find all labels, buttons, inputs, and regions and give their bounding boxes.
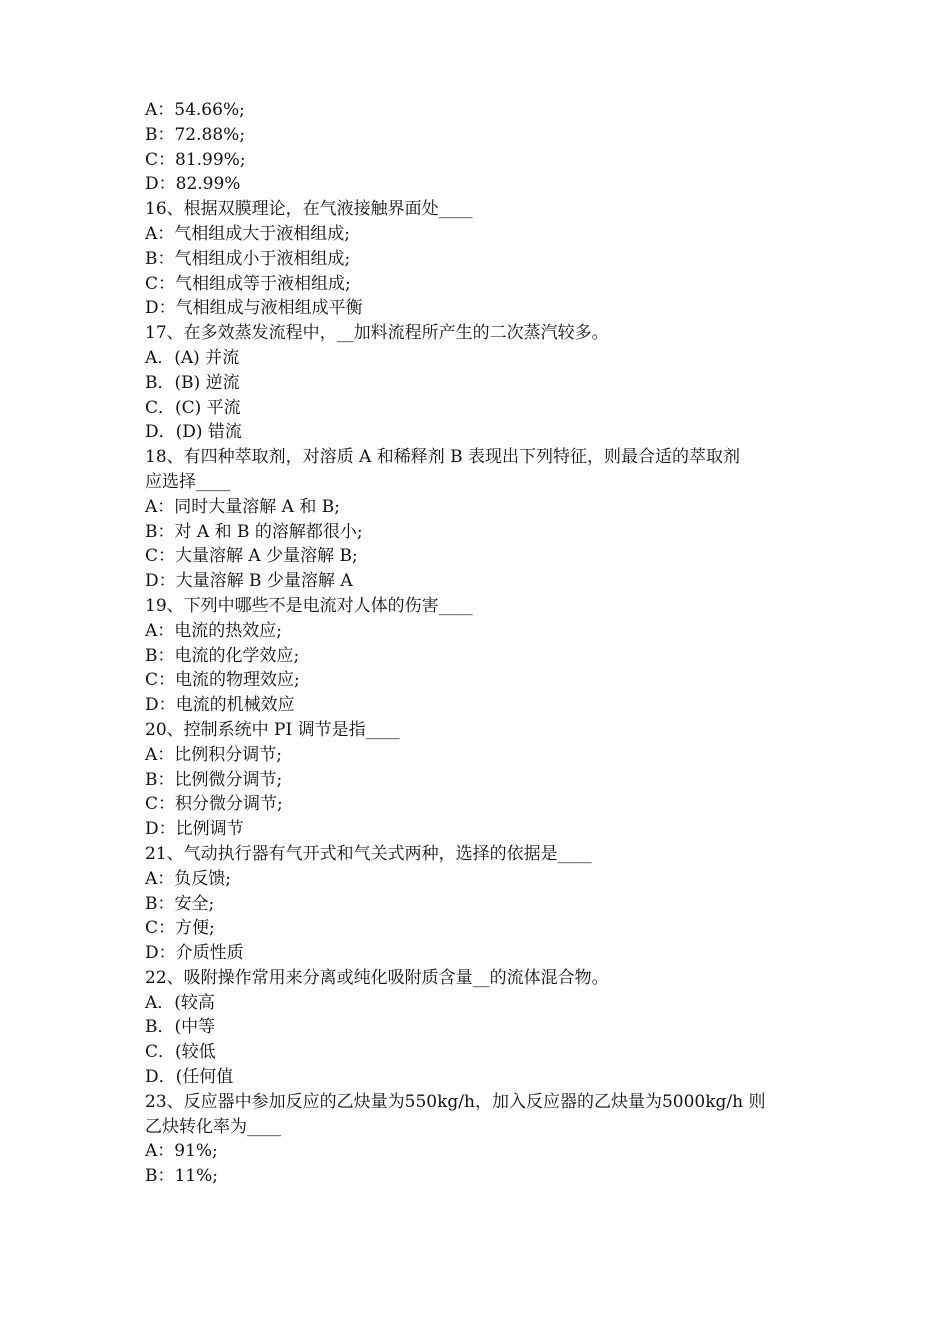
option-line: D：介质性质 xyxy=(145,943,244,964)
question-17: 17、在多效蒸发流程中，__加料流程所产生的二次蒸汽较多。 xyxy=(145,323,609,344)
option-line: A：电流的热效应; xyxy=(145,620,283,641)
option-line: A．(A) 并流 xyxy=(145,347,240,368)
question-23: 23、反应器中参加反应的乙炔量为550kg/h，加入反应器的乙炔量为5000kg/h 则 xyxy=(145,1091,766,1112)
option-line: A：负反馈; xyxy=(145,868,232,889)
option-line: A：同时大量溶解 A 和 B; xyxy=(145,496,340,517)
option-line: B：安全; xyxy=(145,893,215,914)
option-line: B：11%; xyxy=(145,1166,219,1187)
document-page xyxy=(145,98,825,1189)
option-line: D：电流的机械效应 xyxy=(145,695,295,716)
option-line: D：82.99% xyxy=(145,174,241,195)
option-line: C．(较低 xyxy=(145,1042,216,1063)
option-line: D：气相组成与液相组成平衡 xyxy=(145,298,363,319)
question-18: 18、有四种萃取剂，对溶质 A 和稀释剂 B 表现出下列特征，则最合适的萃取剂 xyxy=(145,447,741,468)
question-23-continued: 乙炔转化率为____ xyxy=(145,1116,281,1137)
option-line: D．(D) 错流 xyxy=(145,422,242,443)
option-line: B．(B) 逆流 xyxy=(145,372,240,393)
option-line: B：比例微分调节; xyxy=(145,769,283,790)
option-line: C：81.99%; xyxy=(145,149,246,170)
question-16: 16、根据双膜理论，在气液接触界面处____ xyxy=(145,199,473,220)
option-line: B：对 A 和 B 的溶解都很小; xyxy=(145,521,363,542)
option-line: B．(中等 xyxy=(145,1017,216,1038)
question-21: 21、气动执行器有气开式和气关式两种，选择的依据是____ xyxy=(145,843,592,864)
option-line: A：气相组成大于液相组成; xyxy=(145,223,351,244)
option-line: C：积分微分调节; xyxy=(145,794,283,815)
option-line: A．(较高 xyxy=(145,992,215,1013)
question-18-continued: 应选择____ xyxy=(145,471,230,492)
option-line: A：54.66%; xyxy=(145,100,245,120)
option-line: C：方便; xyxy=(145,918,215,939)
option-line: D：比例调节 xyxy=(145,819,244,840)
option-line: C：电流的物理效应; xyxy=(145,670,300,691)
question-22: 22、吸附操作常用来分离或纯化吸附质含量__的流体混合物。 xyxy=(145,967,609,988)
option-line: B：气相组成小于液相组成; xyxy=(145,248,351,269)
option-line: A：比例积分调节; xyxy=(145,744,283,765)
option-line: D．(任何值 xyxy=(145,1067,234,1088)
option-line: D：大量溶解 B 少量溶解 A xyxy=(145,571,353,592)
question-20: 20、控制系统中 PI 调节是指____ xyxy=(145,719,400,740)
option-line: C：气相组成等于液相组成; xyxy=(145,273,351,294)
option-line: C：大量溶解 A 少量溶解 B; xyxy=(145,546,358,567)
question-19: 19、下列中哪些不是电流对人体的伤害____ xyxy=(145,595,473,616)
option-line: B：电流的化学效应; xyxy=(145,645,300,666)
option-line: B：72.88%; xyxy=(145,124,246,145)
option-line: C．(C) 平流 xyxy=(145,397,241,418)
option-line: A：91%; xyxy=(145,1141,218,1162)
